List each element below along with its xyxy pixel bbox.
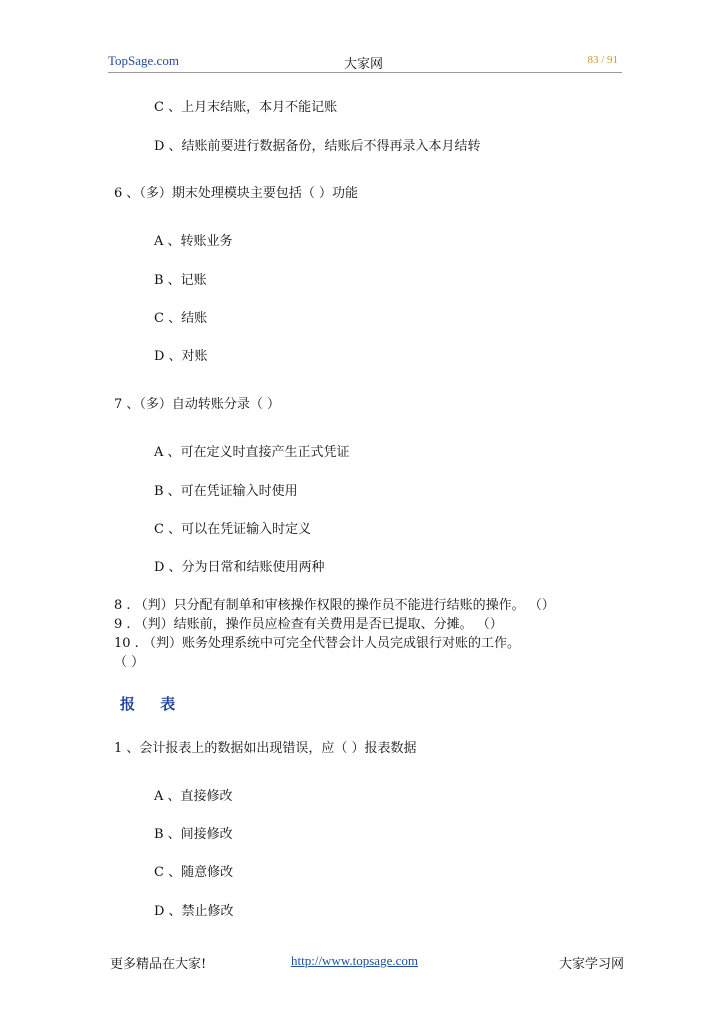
footer-link[interactable]: http://www.topsage.com [291,953,418,968]
option-line: B 、记账 [154,273,207,288]
page-header [108,52,622,73]
option-line: A 、转账业务 [154,234,233,249]
option-line: B 、可在凭证输入时使用 [154,484,298,499]
site-name[interactable]: TopSage.com [108,53,179,68]
report-question-1: 1 、会计报表上的数据如出现错误，应（ ）报表数据 [114,741,417,756]
header-title: 大家网 [344,57,384,72]
page-number: 83 / 91 [587,54,618,66]
answer-bracket: （ ） [114,655,145,670]
page-footer [110,953,624,973]
question-8: 8 . （判）只分配有制单和审核操作权限的操作员不能进行结账的操作。 （） [114,598,555,613]
option-line: C 、上月末结账，本月不能记账 [154,100,338,115]
footer-brand: 大家学习网 [558,957,624,972]
option-line: D 、结账前要进行数据备份，结账后不得再录入本月结转 [154,139,481,154]
footer-slogan: 更多精品在大家! [110,957,207,972]
question-9: 9 . （判）结账前，操作员应检查有关费用是否已提取、分摊。 （） [114,617,503,632]
option-line: D 、对账 [154,349,208,364]
option-line: A 、可在定义时直接产生正式凭证 [154,445,350,460]
question-7: 7 、（多）自动转账分录（ ） [114,397,281,412]
option-line: C 、结账 [154,311,208,326]
option-line: A 、直接修改 [154,789,233,804]
option-line: B 、间接修改 [154,827,233,842]
option-line: C 、随意修改 [154,865,234,880]
option-line: D 、分为日常和结账使用两种 [154,560,325,575]
question-6: 6 、（多）期末处理模块主要包括（ ）功能 [114,186,359,201]
option-line: C 、可以在凭证输入时定义 [154,522,312,537]
option-line: D 、禁止修改 [154,904,234,919]
section-title: 报 表 [120,695,186,713]
question-10: 10 . （判）账务处理系统中可完全代替会计人员完成银行对账的工作。 [114,636,520,651]
